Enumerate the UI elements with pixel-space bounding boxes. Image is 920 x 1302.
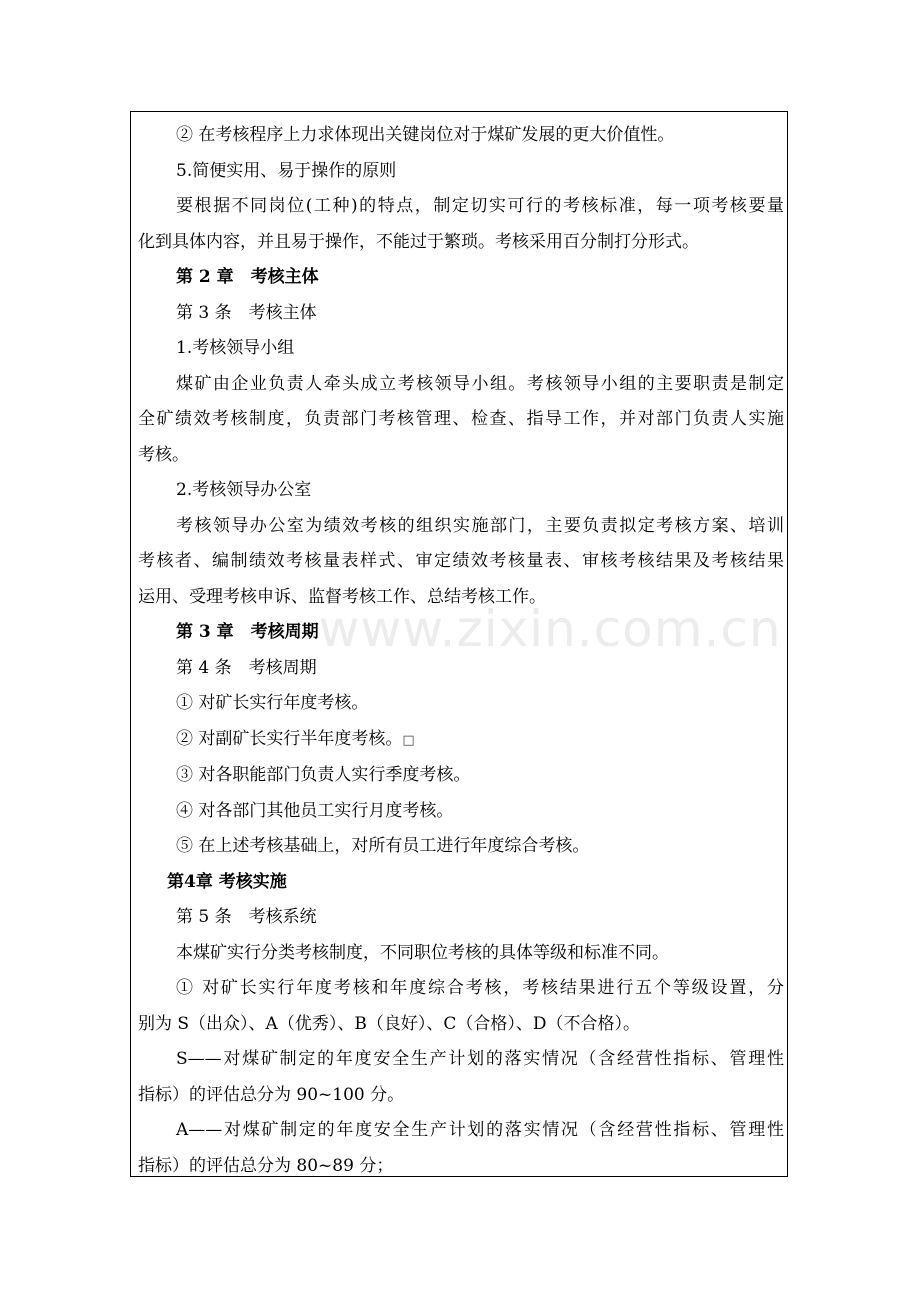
section-heading: 5.简便实用、易于操作的原则: [176, 160, 397, 181]
list-item: ① 对矿长实行年度考核。: [176, 693, 369, 713]
chapter-heading: 第 2 章 考核主体: [176, 267, 319, 287]
paragraph-line: 煤矿由企业负责人牵头成立考核领导小组。考核领导小组的主要职责是制定: [176, 373, 784, 394]
list-item: [138, 722, 784, 759]
paragraph-line: 指标）的评估总分为 80~89 分；: [138, 1155, 394, 1176]
paragraph-line: 考核者、编制绩效考核量表样式、审定绩效考核量表、审核考核结果及考核结果: [138, 551, 784, 571]
paragraph-line: ② 在考核程序上力求体现出关键岗位对于煤矿发展的更大价值性。: [176, 125, 675, 145]
paragraph-line: 指标）的评估总分为 90~100 分。: [138, 1084, 405, 1105]
paragraph-line: A——对煤矿制定的年度安全生产计划的落实情况（含经营性指标、管理性: [176, 1120, 784, 1140]
chapter-heading: 第4章 考核实施: [167, 871, 287, 892]
paragraph-line: 考核领导办公室为绩效考核的组织实施部门，主要负责拟定考核方案、培训: [176, 515, 784, 536]
list-item: ⑤ 在上述考核基础上，对所有员工进行年度综合考核。: [176, 836, 590, 856]
list-item: ③ 对各职能部门负责人实行季度考核。: [176, 765, 471, 785]
section-heading: 2.考核领导办公室: [176, 480, 312, 500]
box-glyph: □: [402, 732, 415, 748]
section-heading: 1.考核领导小组: [176, 338, 295, 358]
paragraph-line: 本煤矿实行分类考核制度，不同职位考核的具体等级和标准不同。: [176, 942, 669, 963]
paragraph-line: 考核。: [138, 444, 189, 465]
list-item: ① 对矿长实行年度考核和年度综合考核，考核结果进行五个等级设置，分: [176, 978, 784, 998]
paragraph-line: 化到具体内容，并且易于操作，不能过于繁琐。考核采用百分制打分形式。: [138, 231, 699, 252]
paragraph-line: 全矿绩效考核制度，负责部门考核管理、检查、指导工作，并对部门负责人实施: [138, 409, 784, 429]
document-body: [138, 118, 784, 1184]
list-item-text: ② 对副矿长实行半年度考核。: [176, 728, 403, 749]
chapter-heading: 第 3 章 考核周期: [176, 622, 319, 642]
article-heading: 第 3 条 考核主体: [176, 302, 317, 323]
paragraph-line: 运用、受理考核申诉、监督考核工作、总结考核工作。: [138, 586, 546, 607]
paragraph-line: 要根据不同岗位(工种)的特点，制定切实可行的考核标准，每一项考核要量: [176, 196, 784, 216]
paragraph-line: 别为 S（出众）、A（优秀）、B（良好）、C（合格）、D（不合格）。: [138, 1013, 640, 1034]
paragraph-line: S——对煤矿制定的年度安全生产计划的落实情况（含经营性指标、管理性: [176, 1049, 784, 1069]
article-heading: 第 5 条 考核系统: [176, 907, 317, 927]
article-heading: 第 4 条 考核周期: [176, 657, 317, 678]
list-item: ④ 对各部门其他员工实行月度考核。: [176, 800, 454, 821]
watermark: www.zixin.com.cn: [318, 600, 782, 658]
